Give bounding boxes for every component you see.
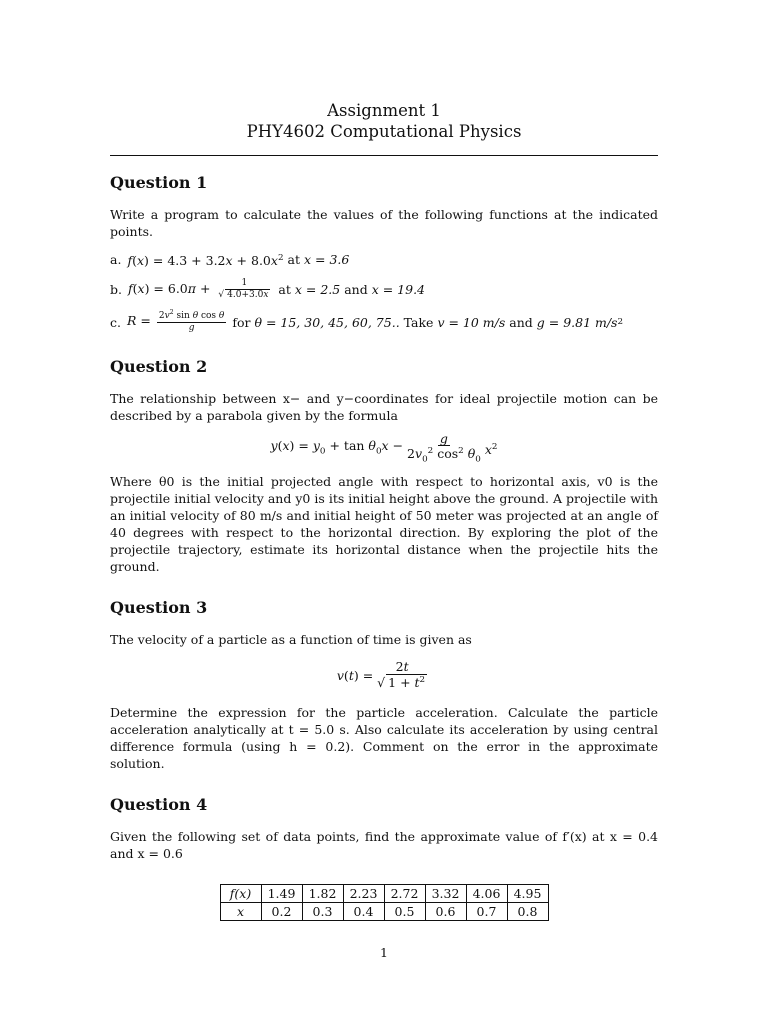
item-c-theta: θ = 15, 30, 45, 60, 75.. [254, 314, 400, 330]
item-c-g: g = 9.81 m/s [536, 314, 618, 330]
question-4-heading: Question 4 [110, 795, 208, 815]
item-c-label: c. [110, 314, 121, 330]
header-rule [110, 155, 658, 156]
question-4 [110, 794, 658, 921]
item-a-label: a. [110, 252, 122, 268]
item-c-take: Take [403, 314, 434, 330]
item-b-label: b. [110, 282, 122, 298]
table-cell: 0.4 [343, 903, 384, 921]
item-b-formula: f(x) = 6.0π + $\frac{1}{√ 4.0+3.0x}$ [127, 278, 269, 301]
item-a [110, 250, 658, 269]
item-a-x: x = 3.6 [303, 252, 350, 268]
velocity-equation: v(t) = $\frac{2t}{√ 1 + t^2}$ [336, 659, 426, 690]
item-c: c. R = $\frac{2v^2 \sin \theta \cos \theta}{g}$ for θ = 15, 30, 45, 60, 75.. Take v = 10 m/s and g = 9.81 m/s 2 [110, 309, 624, 334]
content [110, 172, 658, 921]
item-b-and: and [344, 282, 368, 298]
table-cell: 0.8 [507, 903, 548, 921]
item-c-and: and [509, 314, 533, 330]
row-label-fx: f(x) [220, 885, 261, 903]
page-number: 1 [380, 945, 388, 960]
item-c-v: v = 10 m/s [437, 314, 506, 330]
question-1-heading: Question 1 [110, 173, 208, 192]
data-table [220, 884, 549, 921]
header [0, 100, 768, 142]
trajectory-equation: $y(x) = y_0 + \tan \theta_0x$ − $\frac{g}{2v_0^2 \cos^2 \theta_0}$ $x^2$ [270, 430, 498, 466]
question-3-intro: The velocity of a particle as a function of time is given as [110, 632, 472, 648]
item-b-at: at [278, 282, 291, 298]
table-row [220, 885, 548, 903]
item-a-at: at [287, 252, 300, 268]
row-label-x: x [220, 903, 261, 921]
table-cell: 0.7 [466, 903, 507, 921]
item-b-x1: x = 2.5 [294, 282, 341, 298]
table-cell: 0.5 [384, 903, 425, 921]
question-1-intro: Write a program to calculate the values of the following functions at the indicated points. [110, 207, 658, 239]
item-c-for: for [232, 314, 251, 330]
table-cell: 0.3 [302, 903, 343, 921]
table-cell: 4.06 [466, 885, 507, 903]
item-a-formula: $f(x) = 4.3 + 3.2x + 8.0x^2$ [127, 253, 284, 269]
question-3 [110, 597, 658, 772]
question-2-body: Where θ0 is the initial projected angle with respect to horizontal axis, v0 is the projectile initial velocity and y0 is its initial height above the ground. A projectile with an initial velocity of 80 m/s and initial height of 50 meter was projected at an angle of 40 degrees with respect to the horizontal direction. By exploring the plot of the projectile trajectory, estimate its horizontal distance when the projectile hits the ground. [110, 474, 658, 575]
assignment-title: Assignment 1 [327, 101, 441, 120]
table-cell: 0.2 [261, 903, 302, 921]
table-cell: 3.32 [425, 885, 466, 903]
table-cell: 1.49 [261, 885, 302, 903]
table-cell: 1.82 [302, 885, 343, 903]
item-b-x2: x = 19.4 [371, 282, 426, 298]
question-1-items [110, 250, 658, 334]
table-cell: 2.72 [384, 885, 425, 903]
item-b [110, 279, 658, 300]
question-2-intro: The relationship between x− and y−coordinates for ideal projectile motion can be described by a parabola given by the formula [110, 390, 658, 423]
table-cell: 0.6 [425, 903, 466, 921]
table-row [220, 903, 548, 921]
item-c-formula: R = $\frac{2v^2 \sin \theta \cos \theta}{g}$ [126, 309, 225, 334]
table-cell: 4.95 [507, 885, 548, 903]
table-cell: 2.23 [343, 885, 384, 903]
question-2 [110, 356, 658, 575]
question-1 [110, 172, 658, 334]
question-2-heading: Question 2 [110, 356, 208, 376]
question-3-heading: Question 3 [110, 598, 208, 618]
course-title: PHY4602 Computational Physics [246, 122, 522, 141]
question-3-body: Determine the expression for the particle acceleration. Calculate the particle acceleration analytically at t = 5.0 s. Also calculate its acceleration by using central difference formula (using h = 0.2). Comment on the error in the approximate solution. [110, 705, 658, 772]
question-4-intro: Given the following set of data points, find the approximate value of f′(x) at x = 0.4 and x = 0.6 [110, 829, 658, 862]
